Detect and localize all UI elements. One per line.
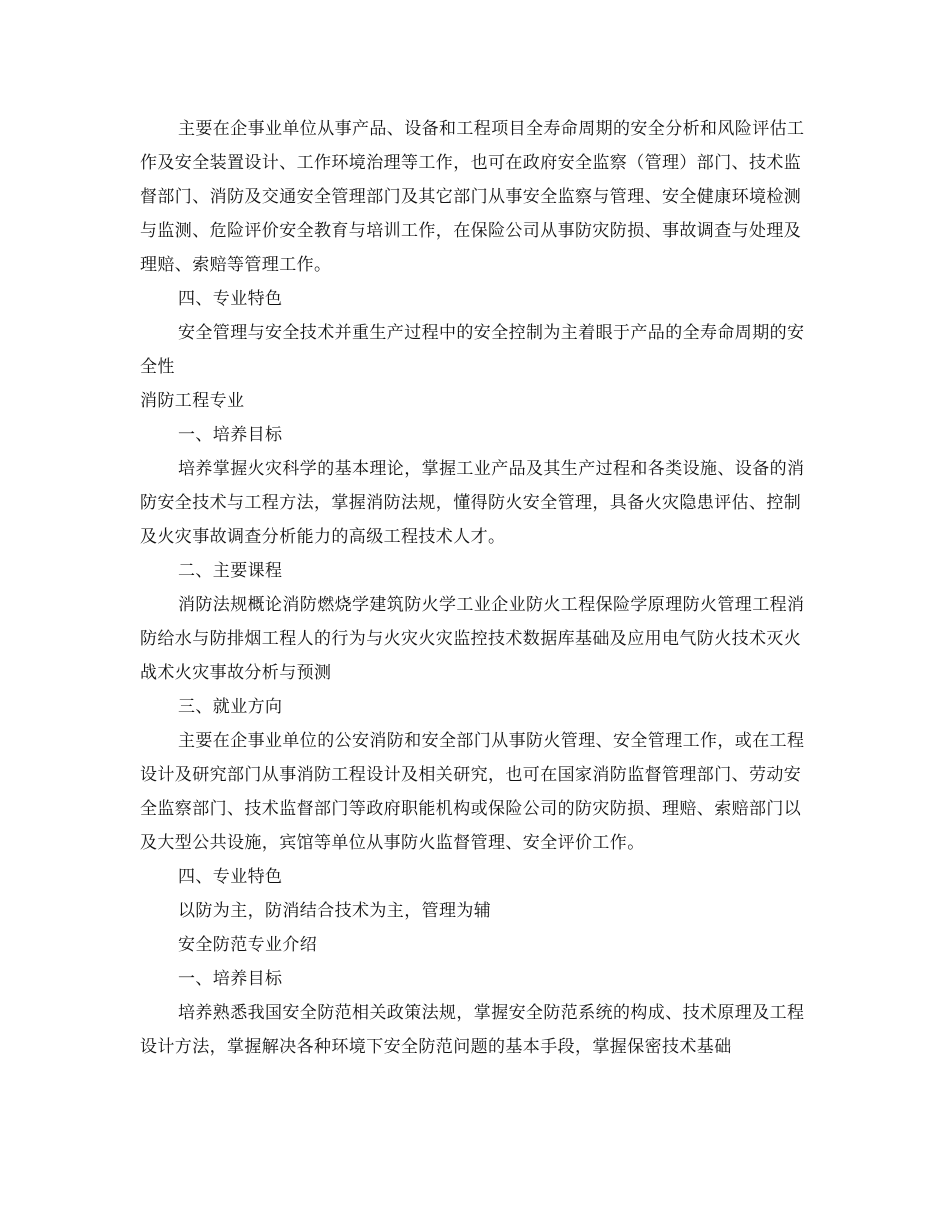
heading-main-courses: 二、主要课程 bbox=[178, 561, 283, 581]
heading-training-goal-2: 一、培养目标 bbox=[178, 969, 283, 989]
paragraph-training-goal-fire: 培养掌握火灾科学的基本理论，掌握工业产品及其生产过程和各类设施、设备的消防安全技术与工程方法，掌握消防法规，懂得防火安全管理，具备火灾隐患评估、控制及火灾事故调查分析能力的高级工程技术人才。 bbox=[140, 459, 805, 547]
paragraph-courses-fire: 消防法规概论消防燃烧学建筑防火学工业企业防火工程保险学原理防火管理工程消防给水与防排烟工程人的行为与火灾火灾监控技术数据库基础及应用电气防火技术灭火战术火灾事故分析与预测 bbox=[140, 595, 805, 683]
heading-features-2: 四、专业特色 bbox=[178, 867, 283, 887]
paragraph-features-fire: 以防为主，防消结合技术为主，管理为辅 bbox=[178, 901, 492, 921]
document-body bbox=[140, 112, 810, 1064]
heading-employment: 三、就业方向 bbox=[178, 697, 283, 717]
section-title-security: 安全防范专业介绍 bbox=[178, 935, 318, 955]
paragraph-employment-fire: 主要在企事业单位的公安消防和安全部门从事防火管理、安全管理工作，或在工程设计及研究部门从事消防工程设计及相关研究，也可在国家消防监督管理部门、劳动安全监察部门、技术监督部门等政府职能机构或保险公司的防灾防损、理赔、索赔部门以及大型公共设施，宾馆等单位从事防火监督管理、安全评价工作。 bbox=[140, 731, 805, 853]
paragraph-features-safety: 安全管理与安全技术并重生产过程中的安全控制为主着眼于产品的全寿命周期的安全性 bbox=[140, 323, 805, 377]
paragraph-training-goal-security: 培养熟悉我国安全防范相关政策法规，掌握安全防范系统的构成、技术原理及工程设计方法，掌握解决各种环境下安全防范问题的基本手段，掌握保密技术基础 bbox=[140, 1003, 805, 1057]
section-title-fire-engineering: 消防工程专业 bbox=[140, 391, 245, 411]
paragraph-employment-safety: 主要在企事业单位从事产品、设备和工程项目全寿命周期的安全分析和风险评估工作及安全装置设计、工作环境治理等工作，也可在政府安全监察（管理）部门、技术监督部门、消防及交通安全管理部门及其它部门从事安全监察与管理、安全健康环境检测与监测、危险评价安全教育与培训工作，在保险公司从事防灾防损、事故调查与处理及理赔、索赔等管理工作。 bbox=[140, 119, 805, 275]
heading-training-goal-1: 一、培养目标 bbox=[178, 425, 283, 445]
heading-features-1: 四、专业特色 bbox=[178, 289, 283, 309]
